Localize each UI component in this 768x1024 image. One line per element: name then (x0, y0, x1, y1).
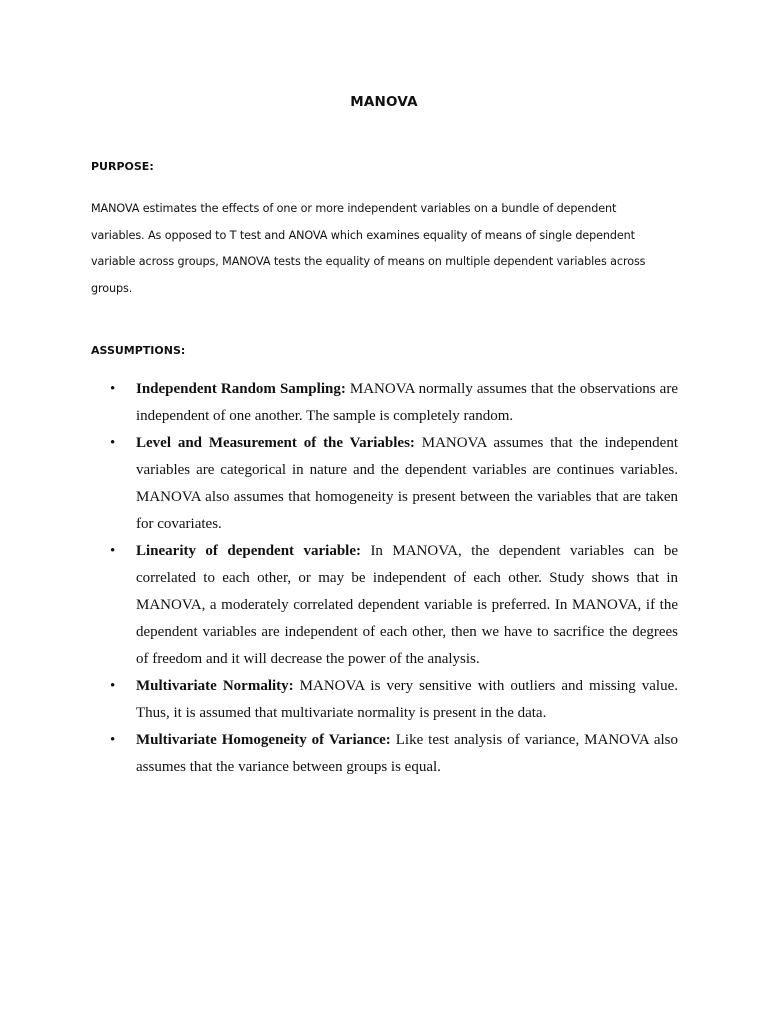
assumption-item-linearity (110, 538, 678, 673)
assumption-term: Multivariate Homogeneity of Variance: (136, 732, 396, 748)
bullet-icon: • (110, 543, 116, 559)
assumption-text: Like test analysis of variance, MANOVA also assumes that the variance between groups is equal. (136, 732, 678, 775)
purpose-heading: PURPOSE: (91, 160, 154, 173)
bullet-icon: • (110, 732, 116, 748)
assumptions-heading: ASSUMPTIONS: (91, 344, 186, 357)
bullet-icon: • (110, 435, 116, 451)
assumption-item-homogeneity-of-variance (110, 727, 678, 781)
assumption-text: In MANOVA, the dependent variables can be correlated to each other, or may be independent of each other. Study shows that in MANOVA, a moderately correlated dependent variable is preferred. In MANOVA, if the dependent variables are independent of each other, then we have to sacrifice the degrees of freedom and it will decrease the power of the analysis. (136, 543, 678, 667)
assumption-term: Level and Measurement of the Variables: (136, 435, 422, 451)
assumptions-list (110, 376, 678, 781)
document-title: MANOVA (350, 94, 418, 110)
assumption-text: MANOVA normally assumes that the observations are independent of one another. The sample is completely random. (136, 381, 678, 424)
assumption-text: MANOVA assumes that the independent variables are categorical in nature and the dependent variables are continues variables. MANOVA also assumes that homogeneity is present between the variables that are taken for covariates. (136, 435, 678, 532)
assumption-item-independent-random-sampling (110, 376, 678, 430)
assumption-text: MANOVA is very sensitive with outliers and missing value. Thus, it is assumed that multivariate normality is present in the data. (136, 678, 678, 721)
assumption-item-level-measurement (110, 430, 678, 538)
assumption-term: Linearity of dependent variable: (136, 543, 371, 559)
bullet-icon: • (110, 381, 116, 397)
assumption-item-multivariate-normality (110, 673, 678, 727)
bullet-icon: • (110, 678, 116, 694)
assumption-term: Independent Random Sampling: (136, 381, 350, 397)
assumption-term: Multivariate Normality: (136, 678, 300, 694)
purpose-paragraph: MANOVA estimates the effects of one or more independent variables on a bundle of dependent variables. As opposed to T test and ANOVA which examines equality of means of single dependent variable across groups, MANOVA tests the equality of means on multiple dependent variables across groups. (91, 202, 646, 295)
